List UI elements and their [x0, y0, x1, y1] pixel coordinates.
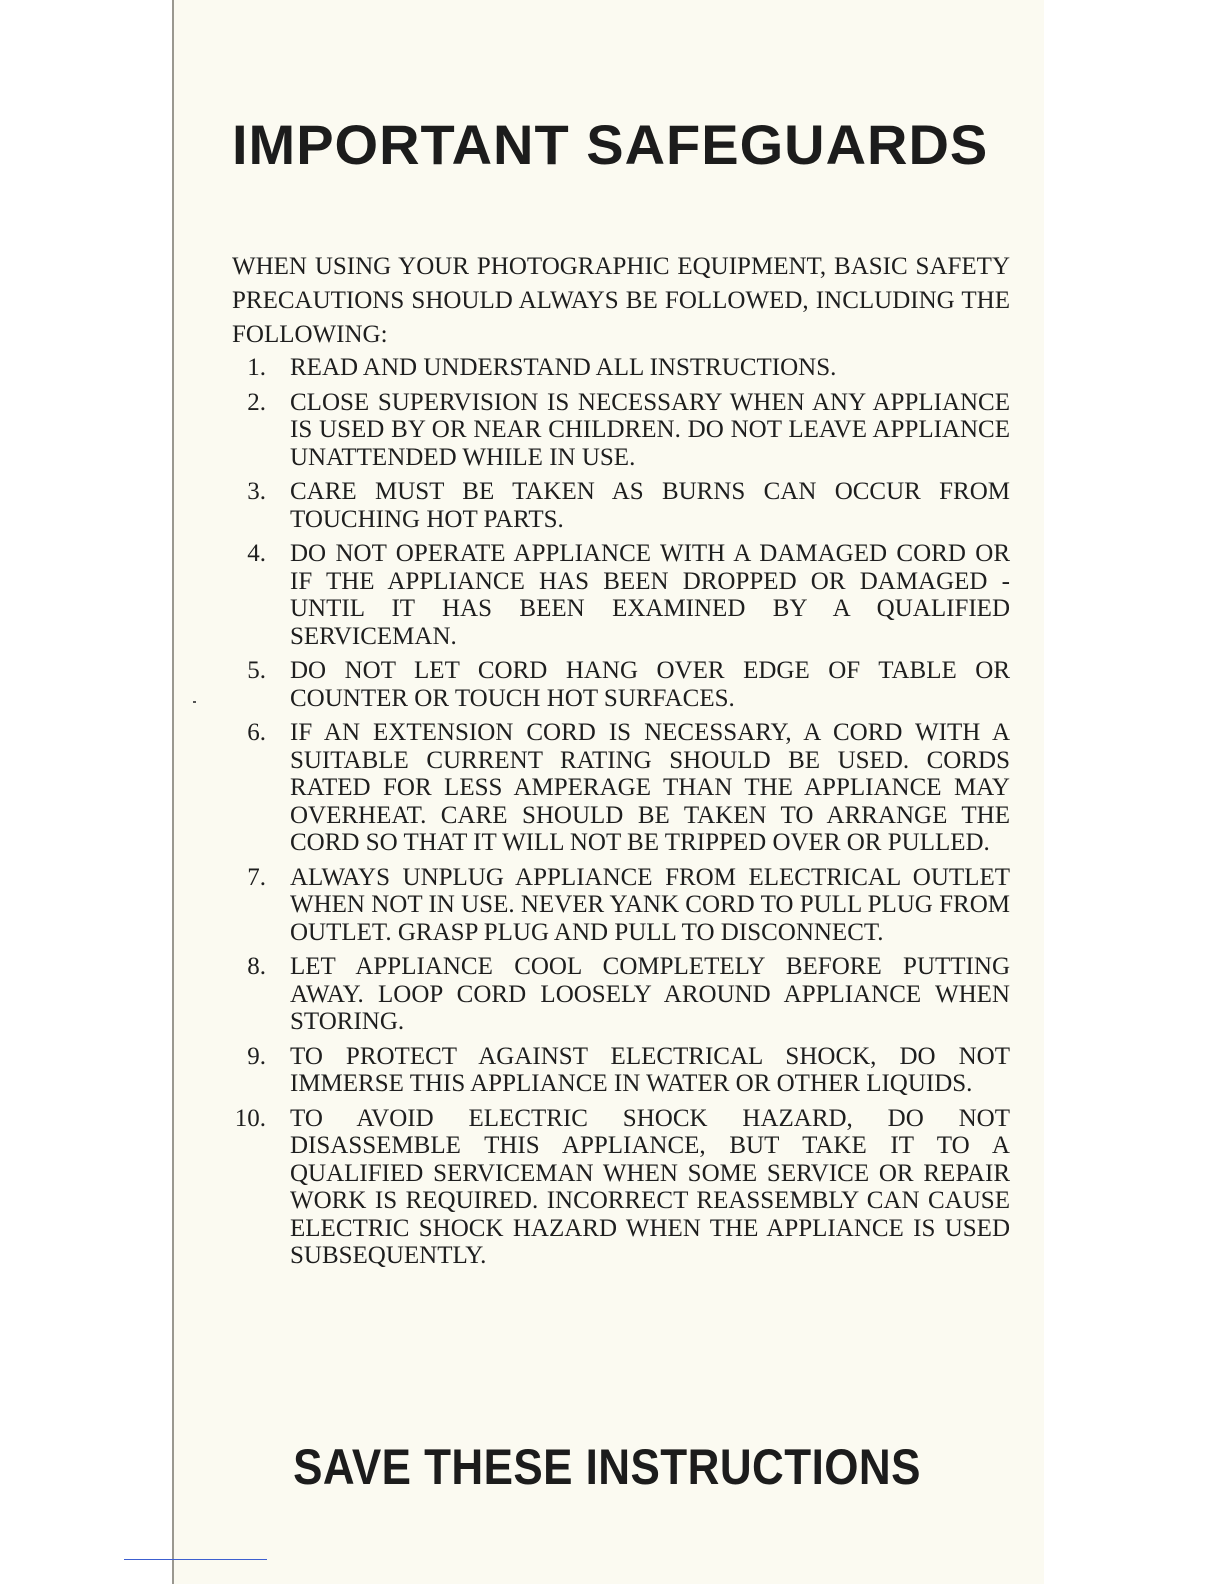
item-text: READ AND UNDERSTAND ALL INSTRUCTIONS.: [290, 354, 837, 381]
item-number: 1.: [247, 354, 266, 381]
item-text: CLOSE SUPERVISION IS NECESSARY WHEN ANY APPLIANCE IS USED BY OR NEAR CHILDREN. DO NOT LEAVE APPLIANCE UNATTENDED WHILE IN USE.: [290, 388, 1010, 471]
list-item: [228, 953, 1010, 1036]
item-number: 10.: [234, 1104, 266, 1132]
item-text: TO AVOID ELECTRIC SHOCK HAZARD, DO NOT DISASSEMBLE THIS APPLIANCE, BUT TAKE IT TO A QUALIFIED SERVICEMAN WHEN SOME SERVICE OR REPAIR WORK IS REQUIRED. INCORRECT REASSEMBLY CAN CAUSE ELECTRIC SHOCK HAZARD WHEN THE APPLIANCE IS USED SUBSEQUENTLY.: [290, 1104, 1010, 1269]
item-text: CARE MUST BE TAKEN AS BURNS CAN OCCUR FROM TOUCHING HOT PARTS.: [290, 478, 1010, 533]
item-number: 6.: [247, 719, 266, 746]
list-item: [228, 389, 1010, 472]
footer-heading: SAVE THESE INSTRUCTIONS: [293, 1439, 921, 1495]
safeguards-list: [228, 354, 1010, 1277]
item-text: DO NOT OPERATE APPLIANCE WITH A DAMAGED CORD OR IF THE APPLIANCE HAS BEEN DROPPED OR DAMAGED - UNTIL IT HAS BEEN EXAMINED BY A QUALIFIED SERVICEMAN.: [290, 540, 1010, 650]
list-item: [228, 657, 1010, 712]
item-text: LET APPLIANCE COOL COMPLETELY BEFORE PUTTING AWAY. LOOP CORD LOOSELY AROUND APPLIANCE WHEN STORING.: [290, 953, 1010, 1035]
list-item: [228, 478, 1010, 533]
item-number: 3.: [247, 478, 266, 505]
item-number: 8.: [247, 953, 266, 980]
list-item: [228, 354, 1010, 382]
intro-paragraph: WHEN USING YOUR PHOTOGRAPHIC EQUIPMENT, BASIC SAFETY PRECAUTIONS SHOULD ALWAYS BE FOLLOWED, INCLUDING THE FOLLOWING:: [232, 253, 1010, 348]
item-text: IF AN EXTENSION CORD IS NECESSARY, A CORD WITH A SUITABLE CURRENT RATING SHOULD BE USED. CORDS RATED FOR LESS AMPERAGE THAN THE APPLIANCE MAY OVERHEAT. CARE SHOULD BE TAKEN TO ARRANGE THE CORD SO THAT IT WILL NOT BE TRIPPED OVER OR PULLED.: [290, 719, 1010, 856]
scan-speck: [193, 701, 196, 703]
list-item: [228, 864, 1010, 947]
item-number: 2.: [247, 388, 266, 416]
item-text: ALWAYS UNPLUG APPLIANCE FROM ELECTRICAL OUTLET WHEN NOT IN USE. NEVER YANK CORD TO PULL PLUG FROM OUTLET. GRASP PLUG AND PULL TO DISCONNECT.: [290, 863, 1010, 946]
list-item: [228, 1105, 1010, 1270]
item-number: 7.: [247, 863, 266, 891]
item-number: 5.: [247, 657, 266, 684]
item-text: TO PROTECT AGAINST ELECTRICAL SHOCK, DO NOT IMMERSE THIS APPLIANCE IN WATER OR OTHER LIQUIDS.: [290, 1042, 1010, 1097]
item-number: 4.: [247, 540, 266, 567]
item-text: DO NOT LET CORD HANG OVER EDGE OF TABLE OR COUNTER OR TOUCH HOT SURFACES.: [290, 657, 1010, 712]
scan-edge-line: [124, 1559, 267, 1560]
list-item: [228, 1043, 1010, 1098]
page-title: IMPORTANT SAFEGUARDS: [232, 113, 989, 176]
list-item: [228, 719, 1010, 857]
item-number: 9.: [247, 1042, 266, 1070]
list-item: [228, 540, 1010, 650]
